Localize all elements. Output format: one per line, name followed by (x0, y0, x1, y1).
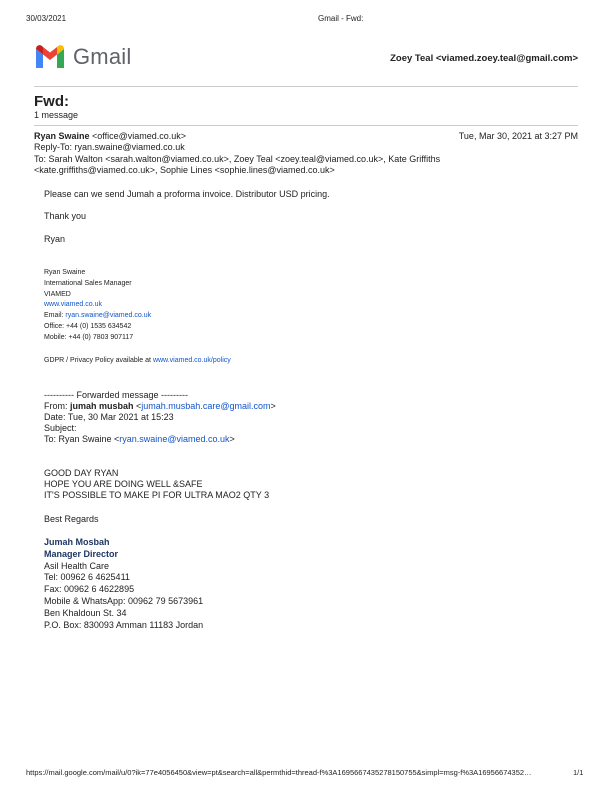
forwarded-from (44, 401, 276, 412)
print-url: https://mail.google.com/mail/u/0?ik=77e4056450&view=pt&search=all&permthid=thread-f%3A1695667435278150755&simpl=msg-f%3A16956674352… (26, 768, 532, 777)
thread-subject: Fwd: (34, 93, 69, 110)
body-line: Ryan (44, 234, 66, 244)
body-line: Please can we send Jumah a proforma invoice. Distributor USD pricing. (44, 189, 330, 199)
forwarded-body-line: IT'S POSSIBLE TO MAKE PI FOR ULTRA MAO2 QTY 3 (44, 490, 270, 500)
forwarded-to (44, 434, 276, 445)
signature-block (44, 268, 151, 344)
sender-signature-tel: Tel: 00962 6 4625411 (44, 572, 130, 583)
forwarded-header (44, 390, 276, 445)
gmail-m-logo-icon (34, 44, 66, 73)
print-date: 30/03/2021 (26, 14, 67, 23)
message-count: 1 message (34, 110, 79, 120)
signature-mobile-phone: Mobile: +44 (0) 7803 907117 (44, 333, 134, 341)
forwarded-body-line: GOOD DAY RYAN (44, 468, 119, 478)
sender-signature-block (44, 537, 203, 631)
forwarded-body (44, 468, 269, 501)
message-date: Tue, Mar 30, 2021 at 3:27 PM (458, 131, 578, 141)
forwarded-sender-email-link[interactable]: jumah.musbah.care@gmail.com (141, 401, 271, 411)
forwarded-regards: Best Regards (44, 514, 99, 524)
sender-signature-mobile: Mobile & WhatsApp: 00962 79 5673961 (44, 595, 204, 606)
sender-name: Ryan Swaine (34, 131, 90, 141)
header-divider (34, 86, 578, 87)
recipients-line-1: To: Sarah Walton <sarah.walton@viamed.co.uk>, Zoey Teal <zoey.teal@viamed.co.uk>, Kate Griffiths (34, 154, 441, 164)
gdpr-notice (44, 356, 231, 367)
forwarded-body-line: HOPE YOU ARE DOING WELL &SAFE (44, 479, 203, 489)
signature-email-label: Email: (44, 312, 66, 320)
sender-signature-title: Manager Director (44, 548, 119, 559)
gmail-wordmark: Gmail (73, 44, 132, 69)
bracket-close: > (270, 401, 276, 411)
signature-website-link[interactable]: www.viamed.co.uk (44, 301, 102, 309)
message-from (34, 131, 186, 142)
reply-to: Reply-To: ryan.swaine@viamed.co.uk (34, 142, 185, 152)
gdpr-policy-link[interactable]: www.viamed.co.uk/policy (152, 357, 231, 364)
signature-office-phone: Office: +44 (0) 1535 634542 (44, 322, 132, 330)
signature-name: Ryan Swaine (44, 269, 86, 276)
account-identity: Zoey Teal <viamed.zoey.teal@gmail.com> (390, 53, 578, 64)
sender-signature-name: Jumah Mosbah (44, 537, 110, 547)
sender-signature-company: Asil Health Care (44, 560, 110, 571)
signature-company: VIAMED (44, 290, 71, 298)
forwarded-to-email-link[interactable]: ryan.swaine@viamed.co.uk (119, 434, 230, 444)
bracket-close: > (229, 434, 235, 444)
body-line: Thank you (44, 211, 87, 221)
signature-title: International Sales Manager (44, 279, 132, 287)
sender-signature-pobox: P.O. Box: 830093 Amman 11183 Jordan (44, 619, 204, 630)
sender-signature-fax: Fax: 00962 6 4622895 (44, 584, 135, 595)
forwarded-sender-name: jumah musbah (70, 401, 134, 411)
sender-email: <office@viamed.co.uk> (92, 131, 187, 141)
forwarded-from-label: From: (44, 401, 70, 411)
thread-divider (34, 125, 578, 126)
print-title: Gmail - Fwd: (318, 14, 364, 23)
forwarded-date: Date: Tue, 30 Mar 2021 at 15:23 (44, 412, 174, 422)
forwarded-to-label: To: Ryan Swaine < (44, 434, 120, 444)
print-page-number: 1/1 (573, 768, 584, 777)
bracket-open: < (133, 401, 142, 411)
sender-signature-street: Ben Khaldoun St. 34 (44, 607, 127, 618)
signature-email-link[interactable]: ryan.swaine@viamed.co.uk (65, 312, 152, 320)
recipients-line-2: <kate.griffiths@viamed.co.uk>, Sophie Lines <sophie.lines@viamed.co.uk> (34, 165, 335, 175)
forwarded-subject: Subject: (44, 423, 77, 433)
forwarded-divider: ---------- Forwarded message --------- (44, 390, 188, 400)
gdpr-label: GDPR / Privacy Policy available at (44, 357, 153, 364)
